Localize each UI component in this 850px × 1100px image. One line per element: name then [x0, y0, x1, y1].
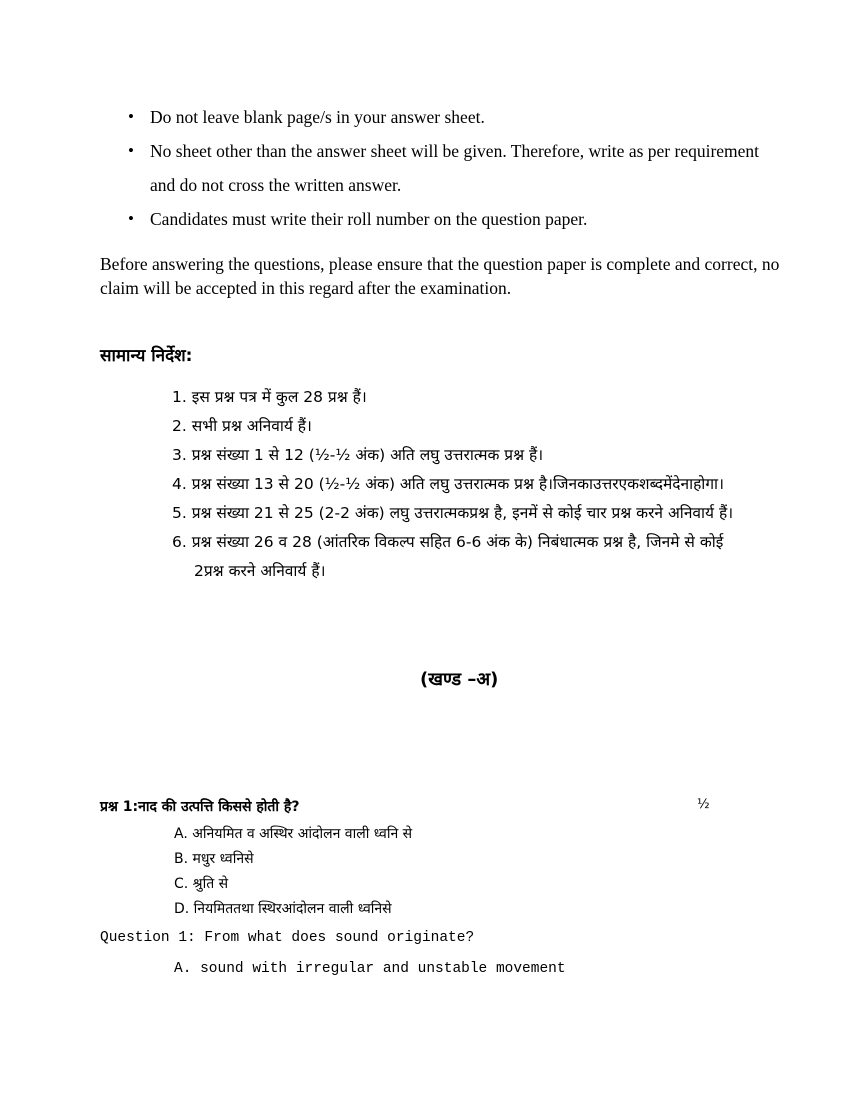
instruction-item: 5. प्रश्न संख्या 21 से 25 (2-2 अंक) लघु उत्तरात्मकप्रश्न है, इनमें से कोई चार प्रश्न करने अनिवार्य हैं।: [172, 504, 734, 522]
instruction-item: 4. प्रश्न संख्या 13 से 20 (½-½ अंक) अति लघु उत्तरात्मक प्रश्न है।जिनकाउत्तरएकशब्दमेंदेनाहोगा।: [172, 475, 724, 493]
question-1-marks: ½: [697, 797, 710, 812]
general-instructions-list: [172, 383, 752, 586]
instruction-item: 2. सभी प्रश्न अनिवार्य हैं।: [172, 417, 312, 435]
option-item: A. अनियमित व अस्थिर आंदोलन वाली ध्वनि से: [174, 826, 413, 842]
section-title: (खण्ड –अ): [420, 669, 499, 690]
question-1-english: Question 1: From what does sound originate?: [100, 930, 475, 946]
instruction-item: 6. प्रश्न संख्या 26 व 28 (आंतरिक विकल्प सहित 6-6 अंक के) निबंधात्मक प्रश्न है, जिनमे से कोई 2प्रश्न करने अनिवार्य हैं।: [172, 533, 724, 580]
question-1-hindi: प्रश्न 1:नाद की उत्पत्ति किससे होती है?: [100, 799, 300, 815]
instruction-item: 3. प्रश्न संख्या 1 से 12 (½-½ अंक) अति लघु उत्तरात्मक प्रश्न हैं।: [172, 446, 544, 464]
question-1-hindi-options: [174, 822, 412, 922]
verification-paragraph: Before answering the questions, please ensure that the question paper is complete and correct, no claim will be accepted in this regard after the examination.: [100, 254, 780, 298]
instruction-item: 1. इस प्रश्न पत्र में कुल 28 प्रश्न हैं।: [172, 388, 367, 406]
instruction-bullet-list: [128, 100, 768, 236]
bullet-item: • Do not leave blank page/s in your answer sheet.: [128, 100, 768, 134]
bullet-item: • No sheet other than the answer sheet will be given. Therefore, write as per requirement and do not cross the written answer.: [128, 134, 768, 202]
option-item: C. श्रुति से: [174, 876, 229, 892]
option-item: B. मधुर ध्वनिसे: [174, 851, 254, 867]
option-item: D. नियमिततथा स्थिरआंदोलन वाली ध्वनिसे: [174, 901, 392, 917]
general-instructions-heading: सामान्य निर्देश:: [100, 346, 193, 366]
bullet-item: • Candidates must write their roll number on the question paper.: [128, 202, 768, 236]
question-1-english-option-a: A. sound with irregular and unstable movement: [174, 961, 566, 977]
